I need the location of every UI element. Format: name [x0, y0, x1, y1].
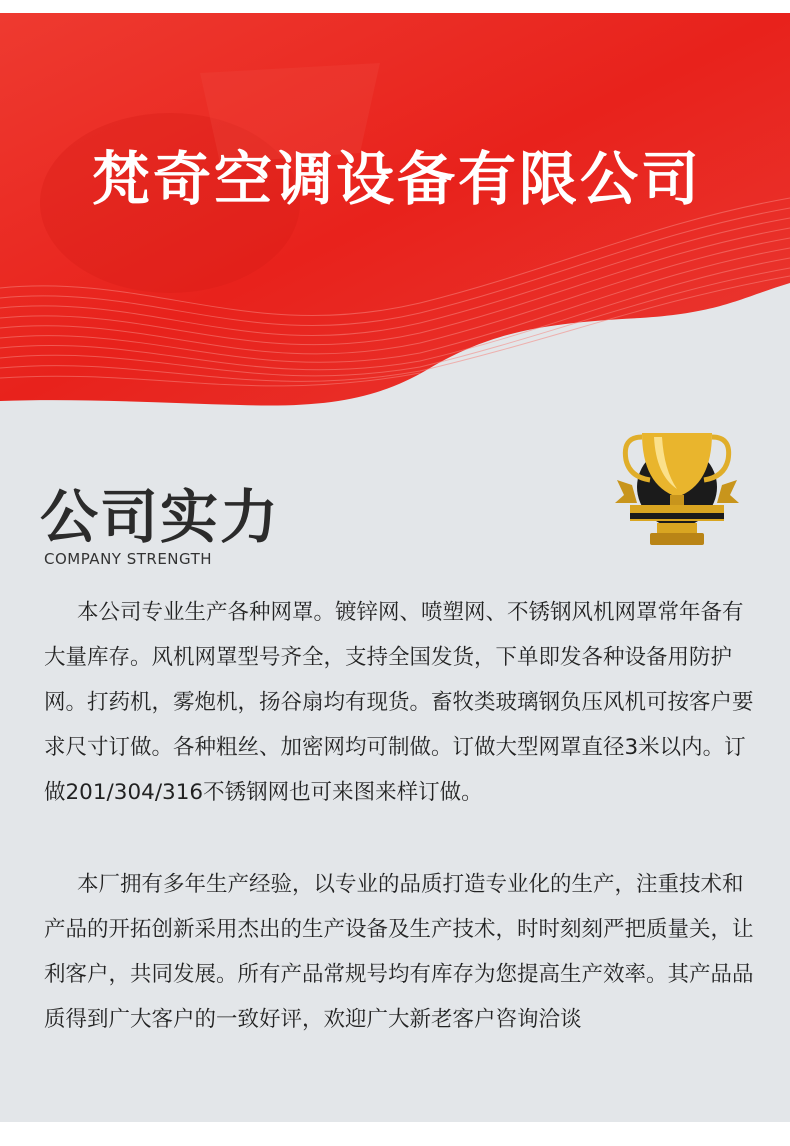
paragraph-intro-text: 本公司专业生产各种网罩。镀锌网、喷塑网、不锈钢风机网罩常年备有大量库存。风机网罩型号齐全，支持全国发货，下单即发各种设备用防护网。打药机，雾炮机，扬谷扇均有现货。畜牧类玻璃钢负压风机可按客户要求尺寸订做。各种粗丝、加密网均可制做。订做大型网罩直径3米以内。订做201/304/316不锈钢网也可来图来样订做。: [44, 600, 754, 805]
paragraph-experience: [44, 862, 764, 1042]
paragraph-intro: [44, 590, 764, 815]
company-name: 梵奇空调设备有限公司: [92, 145, 703, 213]
section-title: 公司实力: [40, 483, 281, 551]
paragraph-experience-text: 本厂拥有多年生产经验，以专业的品质打造专业化的生产，注重技术和产品的开拓创新采用杰出的生产设备及生产技术，时时刻刻严把质量关，让利客户，共同发展。所有产品常规号均有库存为您提高生产效率。其产品品质得到广大客户的一致好评，欢迎广大新老客户咨询洽谈: [44, 872, 754, 1032]
section-subtitle: COMPANY STRENGTH: [44, 550, 213, 568]
top-strip: [0, 0, 790, 13]
bottom-strip: [0, 1122, 790, 1146]
trophy-icon: [612, 425, 742, 555]
